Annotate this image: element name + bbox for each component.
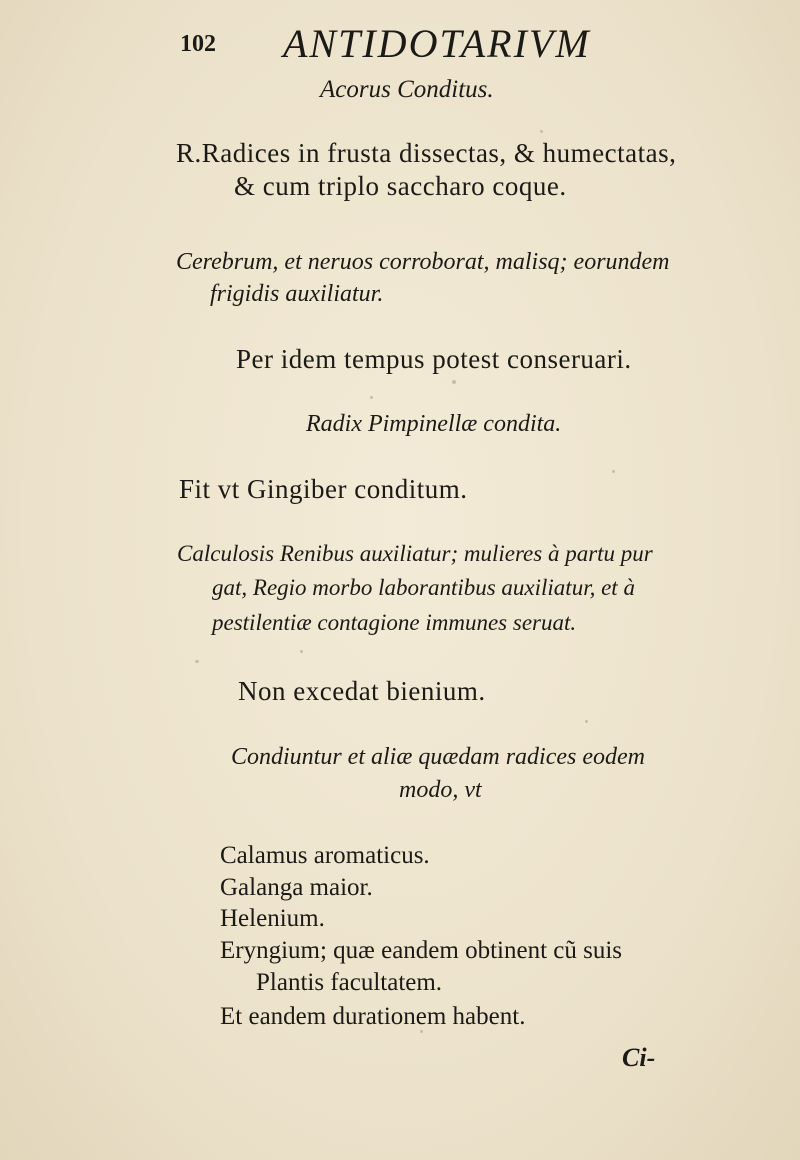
paper-speck <box>420 1030 423 1033</box>
recipe-line-2: & cum triplo saccharo coque. <box>234 171 567 201</box>
list-item: Plantis facultatem. <box>256 969 443 996</box>
virtue-line-1: Cerebrum, et neruos corroborat, malisq; eorundem <box>176 249 670 275</box>
running-head: ANTIDOTARIVM <box>283 21 591 66</box>
note-line-2: modo, vt <box>399 777 482 803</box>
list-item: Galanga maior. <box>220 874 373 901</box>
section-heading: Acorus Conditus. <box>320 76 494 103</box>
paper-speck <box>452 380 456 384</box>
paper-speck <box>300 650 303 653</box>
paper-speck <box>195 660 199 663</box>
paper-speck <box>370 396 373 399</box>
list-item: Helenium. <box>220 905 325 932</box>
paper-speck <box>612 470 615 473</box>
virtue2-line-1: Calculosis Renibus auxiliatur; mulieres à partu pur <box>177 541 653 566</box>
method-line: Fit vt Gingiber conditum. <box>179 474 468 504</box>
recipe-line-1: R.Radices in frusta dissectas, & humectatas, <box>176 138 677 168</box>
keeping-line-1: Per idem tempus potest conseruari. <box>236 344 632 374</box>
paper-speck <box>540 130 543 133</box>
note-line-1: Condiuntur et aliæ quædam radices eodem <box>231 744 645 770</box>
sub-heading: Radix Pimpinellæ condita. <box>306 411 562 437</box>
list-item: Eryngium; quæ eandem obtinent cũ suis <box>220 937 623 964</box>
virtue-line-2: frigidis auxiliatur. <box>210 281 384 307</box>
virtue2-line-2: gat, Regio morbo laborantibus auxiliatur, et à <box>212 575 635 600</box>
keeping-line-2: Non excedat bienium. <box>238 676 486 706</box>
list-item: Calamus aromaticus. <box>220 842 430 869</box>
page-number: 102 <box>180 31 216 57</box>
catchword: Ci- <box>622 1043 656 1072</box>
virtue2-line-3: pestilentiæ contagione immunes seruat. <box>212 610 577 635</box>
list-item: Et eandem durationem habent. <box>220 1003 526 1030</box>
paper-speck <box>585 720 588 723</box>
